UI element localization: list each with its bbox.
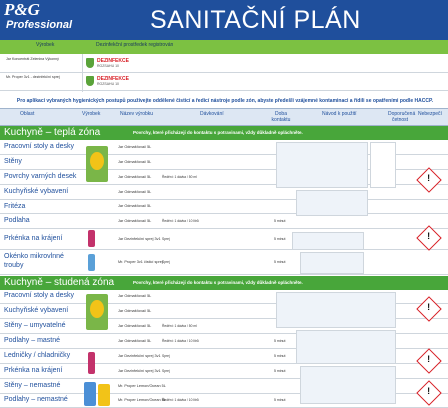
row-contact-time: 5 minut: [274, 219, 286, 223]
row-dosage: Ředění: 1 dávka / 10 litrů: [162, 219, 199, 223]
product-label-image: [90, 152, 104, 170]
table-row: [0, 214, 448, 229]
brand-logo-top: P&G: [4, 0, 40, 19]
legend-header: [0, 40, 448, 54]
column-instructions: Návod k použití: [322, 111, 357, 117]
row-dosage: Sprej: [162, 260, 170, 264]
row-dosage: Sprej: [162, 237, 170, 241]
disinfection-sub: ROZSAHU 10: [97, 82, 119, 86]
zone-title: Kuchyně – teplá zóna: [4, 127, 101, 138]
column-dosage: Dávkování: [200, 111, 224, 117]
row-product: Jar Odmašťovač 5L: [118, 145, 152, 149]
row-product: Jar Odmašťovač 5L: [118, 204, 152, 208]
row-dosage: Ředění: 1 dávka / 10 litrů: [162, 339, 199, 343]
row-dosage: Ředění: 1 dávka / 50 ml: [162, 324, 197, 328]
zone-title: Kuchyně – studená zóna: [4, 277, 115, 288]
disinfection-sub: ROZSAHU 10: [97, 64, 119, 68]
hazard-symbol: !: [427, 354, 431, 365]
page-title: SANITAČNÍ PLÁN: [150, 6, 361, 34]
row-dosage: Ředění: 1 dávka / 50 ml: [162, 175, 197, 179]
brand-logo-bottom: Professional: [6, 19, 73, 31]
row-dosage: Ředění: 1 dávka / 10 litrů: [162, 398, 199, 402]
row-area: Kuchyňské vybavení: [4, 188, 69, 195]
row-product: Jar Odmašťovač 5L: [118, 175, 152, 179]
legend-row: [0, 55, 448, 73]
zone-header-cold: [0, 276, 448, 290]
registration-legend: [0, 40, 448, 92]
legend-row: [0, 73, 448, 91]
instruction-pictogram: [292, 232, 364, 250]
table-row: [0, 250, 448, 275]
row-dosage: Sprej: [162, 369, 170, 373]
brand-logo: [4, 1, 86, 37]
hazard-symbol: !: [427, 173, 431, 184]
instruction-pictogram: [300, 366, 396, 404]
row-product: Mr. Proper Lemon/Ocean 5L: [118, 398, 166, 402]
table-row: [0, 229, 448, 250]
row-contact-time: 5 minut: [274, 354, 286, 358]
disinfection-tag: DEZINFEKCE: [97, 58, 129, 64]
instruction-pictogram: [296, 330, 396, 364]
column-hazard: Nebezpečí: [418, 111, 442, 117]
legend-head-registration: Dezinfekční prostředek registrován: [96, 42, 174, 48]
row-contact-time: 5 minut: [274, 339, 286, 343]
legend-divider: [82, 54, 83, 92]
spray-bottle-image: [88, 352, 95, 374]
row-product: Jar Odmašťovač 5L: [118, 219, 152, 223]
row-product: Jar Dezinfekční sprej 3v1: [118, 354, 161, 358]
product-label-image: [90, 300, 104, 318]
column-area: Oblast: [20, 111, 35, 117]
row-product: Jar Odmašťovač 5L: [118, 324, 152, 328]
row-area: Podlaha: [4, 217, 30, 224]
hazard-symbol: !: [427, 302, 431, 313]
table-column-header: [0, 108, 448, 126]
row-area: Kuchyňské vybavení: [4, 307, 69, 314]
row-area: Povrchy varných desek: [4, 173, 77, 180]
spray-bottle-image: [88, 254, 95, 271]
legend-row-text: Jar Koncentrát Zelenina Výkonný: [6, 57, 59, 61]
row-product: Jar Dezinfekční sprej 3v1: [118, 237, 161, 241]
row-dosage: Sprej: [162, 354, 170, 358]
product-bottle-image: [84, 382, 96, 406]
instruction-pictogram: [300, 252, 364, 274]
instruction-pictogram: [296, 190, 368, 216]
legend-head-product: Výrobek: [36, 42, 55, 48]
row-area: Stěny – umyvatelné: [4, 322, 66, 329]
row-contact-time: 5 minut: [274, 260, 286, 264]
row-area: Okénko mikrovlnné trouby: [4, 253, 64, 269]
instruction-pictogram: [276, 292, 396, 328]
disinfection-tag: DEZINFEKCE: [97, 76, 129, 82]
row-area: Pracovní stoly a desky: [4, 292, 75, 299]
row-area: Stěny: [4, 158, 22, 165]
shield-icon: [86, 76, 94, 86]
row-contact-time: 5 minut: [274, 237, 286, 241]
row-contact-time: 5 minut: [274, 398, 286, 402]
spray-bottle-image: [88, 230, 95, 247]
row-area: Prkénka na krájení: [4, 367, 63, 374]
row-product: Mr. Proper Lemon/Ocean 5L: [118, 384, 166, 388]
row-product: Jar Odmašťovač 5L: [118, 294, 152, 298]
row-area: Pracovní stoly a desky: [4, 143, 75, 150]
column-frequency: Doporučená četnost: [388, 111, 416, 123]
zone-note: Povrchy, které přicházejí do kontaktu s potravinami, vždy důkladně opláchněte.: [133, 280, 303, 285]
shield-icon: [86, 58, 94, 68]
row-product: Mr. Proper 3v1 čisticí sprej: [118, 260, 163, 264]
row-area: Prkénka na krájení: [4, 235, 63, 242]
row-product: Jar Dezinfekční sprej 3v1: [118, 369, 161, 373]
zone-header-warm: [0, 126, 448, 140]
row-area: Podlahy – nemastné: [4, 396, 68, 403]
row-area: Podlahy – mastné: [4, 337, 61, 344]
hazard-symbol: !: [427, 386, 431, 397]
product-bottle-image: [98, 384, 110, 406]
row-product: Jar Odmašťovač 5L: [118, 160, 152, 164]
instruction-pictogram: [276, 142, 368, 188]
row-product: Jar Odmašťovač 5L: [118, 339, 152, 343]
row-area: Ledničky / chladničky: [4, 352, 71, 359]
page-header: [0, 0, 448, 40]
column-contact-time: Doba kontaktu: [271, 111, 291, 123]
column-product: Výrobek: [82, 111, 101, 117]
instruction-notes: [370, 142, 396, 188]
row-product: Jar Odmašťovač 5L: [118, 190, 152, 194]
row-area: Fritéza: [4, 203, 26, 210]
zone-note: Povrchy, které přicházejí do kontaktu s potravinami, vždy důkladně opláchněte.: [133, 130, 303, 135]
column-product-name: Název výrobku: [120, 111, 154, 117]
intro-text: Pro aplikaci vybraných hygienických postupů používejte oddělené čisticí a ředicí nástroje podle zón, abyste předešli vzájemné kontaminaci a řídili se opatřeními podle HACCP.: [16, 98, 434, 104]
table-row: [0, 200, 448, 214]
hazard-symbol: !: [427, 231, 431, 242]
row-product: Jar Odmašťovač 5L: [118, 309, 152, 313]
row-area: Stěny – nemastné: [4, 382, 61, 389]
row-contact-time: 5 minut: [274, 369, 286, 373]
legend-row-text: Mr. Proper 3v1 - dezinfekční sprej: [6, 75, 60, 79]
